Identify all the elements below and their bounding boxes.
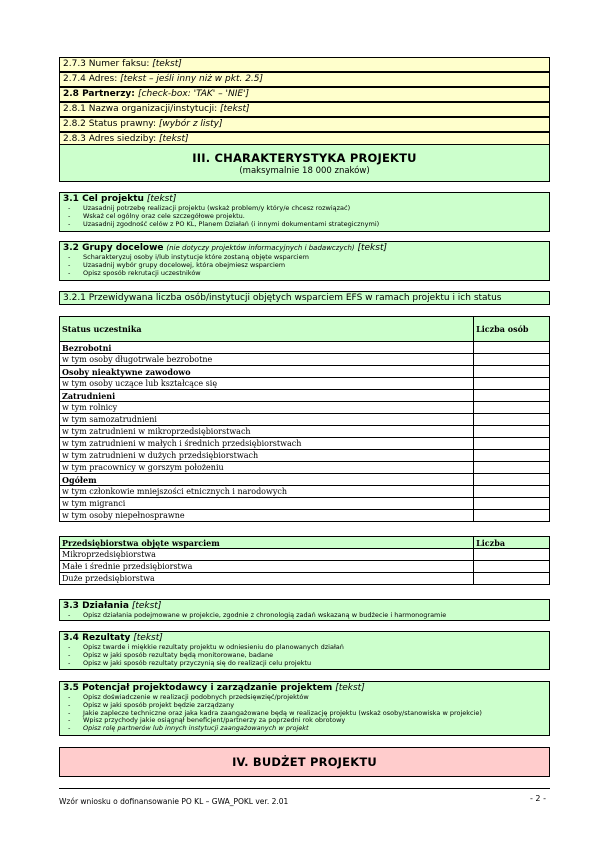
list-item: - Wpisz przychody jakie osiągnął beneficjent/partnerzy za poprzedni rok obrotowy [63, 717, 546, 725]
table-row [60, 402, 550, 414]
row-label: Zatrudnieni [60, 390, 474, 402]
footer-divider [59, 788, 550, 789]
row-count-cell[interactable] [474, 354, 550, 366]
section-3-title: III. CHARAKTERYSTYKA PROJEKTU [192, 151, 417, 165]
list-item: - Opisz w jaki sposób projekt będzie zarządzany [63, 702, 546, 710]
row-label: w tym członkowie mniejszości etnicznych i narodowych [60, 486, 474, 498]
row-count-cell[interactable] [474, 378, 550, 390]
table-header-row [60, 317, 550, 342]
table-row [60, 573, 550, 585]
field-fax: 2.7.3 Numer faksu: [tekst] [59, 57, 550, 72]
list-item: - Opisz działania podejmowane w projekcie, zgodnie z chronologią zadań wskazaną w budżecie i harmonogramie [63, 612, 546, 620]
box-3-5-tag: [tekst] [335, 683, 365, 693]
list-item: - Opisz w jaki sposób rezultaty będą monitorowane, badane [63, 652, 546, 660]
list-item: - Opisz sposób rekrutacji uczestników [63, 270, 546, 278]
row-count-cell[interactable] [474, 438, 550, 450]
row-count-cell[interactable] [474, 414, 550, 426]
row-label: Mikroprzedsiębiorstwa [60, 549, 474, 561]
row-count-cell[interactable] [474, 474, 550, 486]
col-header-enterprises: Przedsiębiorstwa objęte wsparciem [60, 537, 474, 549]
box-3-2-1: 3.2.1 Przewidywana liczba osób/instytucji objętych wsparciem EFS w ramach projektu i ich status [59, 291, 550, 305]
field-legal-status: 2.8.2 Status prawny: [wybór z listy] [59, 117, 550, 132]
row-label: Bezrobotni [60, 342, 474, 354]
list-item: - Uzasadnij potrzebę realizacji projektu (wskaż problem/y który/e chcesz rozwiązać) [63, 205, 546, 213]
row-count-cell[interactable] [474, 510, 550, 522]
table-row [60, 510, 550, 522]
box-3-4-title: 3.4 Rezultaty [63, 633, 131, 643]
row-count-cell[interactable] [474, 366, 550, 378]
table-row [60, 390, 550, 402]
row-label: w tym osoby uczące lub kształcące się [60, 378, 474, 390]
box-3-4-rezultaty [59, 631, 550, 670]
row-count-cell[interactable] [474, 498, 550, 510]
box-3-5-potencjal [59, 681, 550, 736]
row-count-cell[interactable] [474, 549, 550, 561]
list-item: - Jakie zaplecze techniczne oraz jaka kadra zaangażowane będą w realizację projektu (wskaż osoby/stanowiska w projekcie) [63, 710, 546, 718]
table-row [60, 438, 550, 450]
col-header-count: Liczba [474, 537, 550, 549]
table-row [60, 498, 550, 510]
table-row [60, 426, 550, 438]
list-item: - Scharakteryzuj osoby i/lub instytucje które zostaną objęte wsparciem [63, 254, 546, 262]
box-3-3-tag: [tekst] [131, 601, 162, 611]
section-4-title: IV. BUDŻET PROJEKTU [59, 747, 550, 777]
box-3-3-title: 3.3 Działania [63, 601, 129, 611]
row-label: Duże przedsiębiorstwa [60, 573, 474, 585]
section-3-header [59, 144, 550, 182]
table-row [60, 474, 550, 486]
table-row [60, 486, 550, 498]
box-3-2-tag: [tekst] [357, 243, 388, 253]
row-count-cell[interactable] [474, 426, 550, 438]
list-item: - Opisz twarde i miękkie rezultaty projektu w odniesieniu do planowanych działań [63, 644, 546, 652]
field-partners: 2.8 Partnerzy: [check-box: 'TAK' – 'NIE'] [59, 87, 550, 102]
row-label: w tym rolnicy [60, 402, 474, 414]
list-item: - Opisz doświadczenie w realizacji podobnych przedsięwzięć/projektów [63, 694, 546, 702]
row-count-cell[interactable] [474, 390, 550, 402]
row-label: w tym zatrudnieni w mikroprzedsiębiorstwach [60, 426, 474, 438]
table-row [60, 354, 550, 366]
footer-form-version: Wzór wniosku o dofinansowanie PO KL – GWA_POKL ver. 2.01 [59, 797, 289, 806]
list-item: - Uzasadnij wybór grupy docelowej, która obejmiesz wsparciem [63, 262, 546, 270]
row-count-cell[interactable] [474, 561, 550, 573]
row-count-cell[interactable] [474, 573, 550, 585]
box-3-4-tag: [tekst] [133, 633, 163, 643]
box-3-5-title: 3.5 Potencjał projektodawcy i zarządzanie projektem [63, 683, 333, 693]
table-row [60, 378, 550, 390]
field-org-name: 2.8.1 Nazwa organizacji/instytucji: [tekst] [59, 102, 550, 117]
row-label: w tym samozatrudnieni [60, 414, 474, 426]
table-row [60, 450, 550, 462]
box-3-2-note: (nie dotyczy projektów informacyjnych i badawczych) [166, 244, 355, 252]
list-item: - Opisz w jaki sposób rezultaty przyczynią się do realizacji celu projektu [63, 660, 546, 668]
row-label: w tym zatrudnieni w dużych przedsiębiorstwach [60, 450, 474, 462]
list-item: - Uzasadnij zgodność celów z PO KL, Planem Działań (i innymi dokumentami strategicznymi) [63, 221, 546, 229]
row-label: Osoby nieaktywne zawodowo [60, 366, 474, 378]
row-count-cell[interactable] [474, 462, 550, 474]
row-count-cell[interactable] [474, 486, 550, 498]
table-header-row [60, 537, 550, 549]
box-3-3-dzialania [59, 599, 550, 621]
table-row [60, 549, 550, 561]
table-row [60, 561, 550, 573]
table-row [60, 366, 550, 378]
field-address: 2.7.4 Adres: [tekst – jeśli inny niż w pkt. 2.5] [59, 72, 550, 87]
box-3-1-tag: [tekst] [146, 194, 177, 204]
box-3-2-grupy-docelowe [59, 241, 550, 281]
list-item: - Opisz rolę partnerów lub innych instytucji zaangażowanych w projekt [63, 725, 546, 733]
list-item: - Wskaż cel ogólny oraz cele szczegółowe projektu. [63, 213, 546, 221]
enterprises-table [59, 536, 550, 585]
box-3-2-title: 3.2 Grupy docelowe [63, 243, 164, 253]
row-label: w tym migranci [60, 498, 474, 510]
row-label: w tym osoby niepełnosprawne [60, 510, 474, 522]
table-row [60, 462, 550, 474]
row-count-cell[interactable] [474, 342, 550, 354]
table-row [60, 342, 550, 354]
col-header-count: Liczba osób [474, 317, 550, 342]
table-row [60, 414, 550, 426]
row-label: Ogółem [60, 474, 474, 486]
row-label: w tym osoby długotrwale bezrobotne [60, 354, 474, 366]
section-3-subtitle: (maksymalnie 18 000 znaków) [239, 166, 370, 176]
page-number: - 2 - [530, 794, 546, 803]
box-3-1-cel-projektu [59, 192, 550, 232]
row-count-cell[interactable] [474, 450, 550, 462]
field-seat-address: 2.8.3 Adres siedziby: [tekst] [59, 132, 550, 147]
row-label: w tym pracownicy w gorszym położeniu [60, 462, 474, 474]
row-label: w tym zatrudnieni w małych i średnich przedsiębiorstwach [60, 438, 474, 450]
box-3-1-title: 3.1 Cel projektu [63, 194, 144, 204]
participants-table [59, 316, 550, 522]
row-count-cell[interactable] [474, 402, 550, 414]
row-label: Małe i średnie przedsiębiorstwa [60, 561, 474, 573]
col-header-status: Status uczestnika [60, 317, 474, 342]
